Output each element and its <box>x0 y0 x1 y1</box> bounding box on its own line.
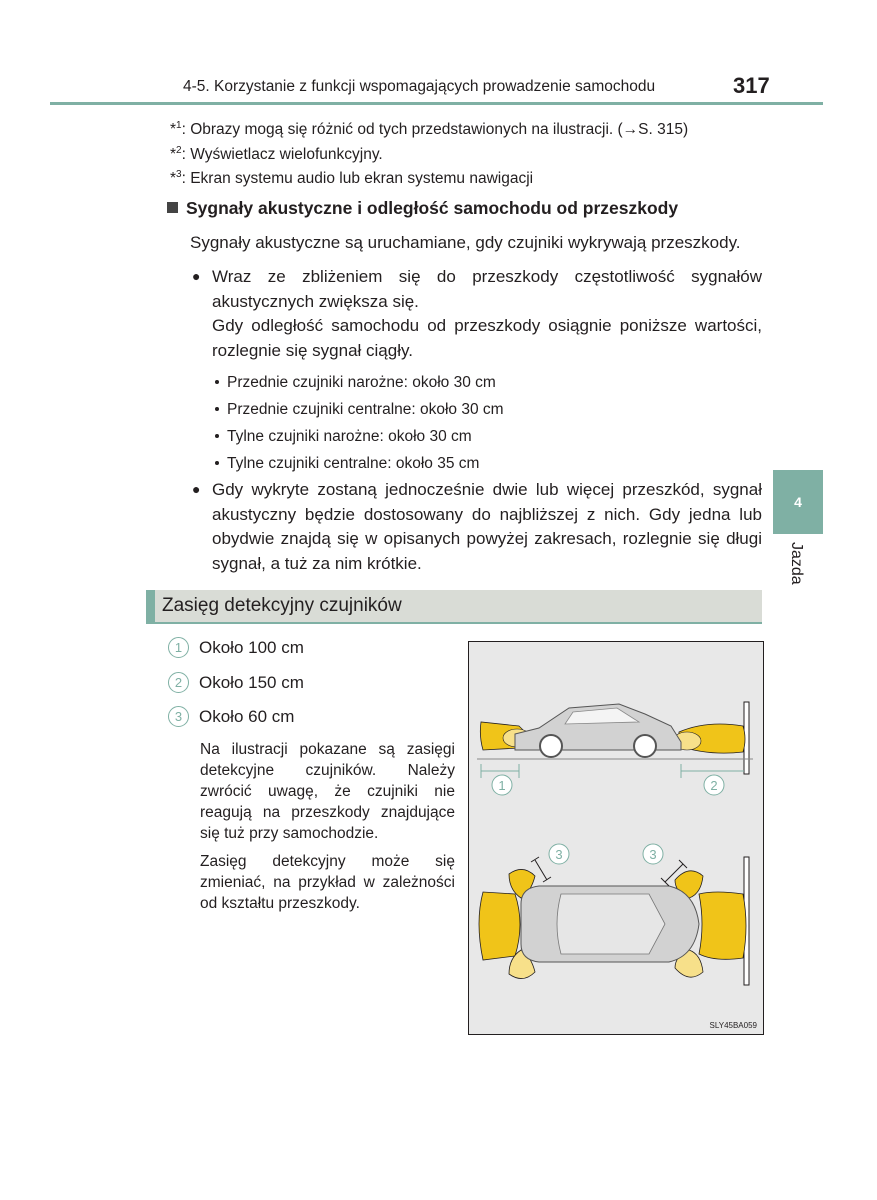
section-heading: Sygnały akustyczne i odległość samochodu od przeszkody <box>167 198 678 219</box>
diagram-label-1: 1 <box>498 778 506 793</box>
footnote-2: *$^2$: Wyświetlacz wielofunkcyjny. <box>170 145 383 163</box>
list-item: Przednie czujniki centralne: około 30 cm <box>215 401 504 419</box>
number-circle-icon: 2 <box>168 672 189 693</box>
sensor-range-illustration <box>469 642 763 1034</box>
dot-icon <box>215 434 219 438</box>
footnote-1: *$^1$: Obrazy mogą się różnić od tych przedstawionych na ilustracji. (→S. 315) <box>170 120 689 138</box>
list-item: Przednie czujniki narożne: około 30 cm <box>215 374 496 392</box>
page-number: 317 <box>733 73 770 98</box>
banner-rule <box>146 622 762 624</box>
chapter-tab-label: Jazda <box>788 542 805 585</box>
square-bullet-icon <box>167 202 178 213</box>
header-title: 4-5. Korzystanie z funkcji wspomagających prowadzenie samochodu <box>183 78 656 95</box>
banner-accent-bar <box>146 590 155 622</box>
wheel-icon <box>634 735 656 757</box>
diagram-label-3b: 3 <box>649 847 657 862</box>
diagram-label-2: 2 <box>710 778 718 793</box>
bullet-icon: ● <box>192 268 201 284</box>
chapter-tab: 4 <box>773 470 823 534</box>
bullet-1-continuation: Gdy odległość samochodu od przeszkody osiągnie poniższe wartości, rozlegnie się sygnał ciągły. <box>212 316 762 360</box>
range-item-1: 1 Około 100 cm <box>168 637 304 658</box>
range-item-2: 2 Około 150 cm <box>168 672 304 693</box>
detection-title: Zasięg detekcyjny czujników <box>162 595 402 616</box>
bullet-2-text: Gdy wykryte zostaną jednocześnie dwie lub więcej przeszkód, sygnał akustyczny będzie dostosowany do najbliższej z nich. Gdy jedna lub obydwie znajdą się w opisanych powyżej zakresach, rozlegnie się długi sygnał, a tuż za nim krótkie. <box>212 480 762 573</box>
list-item: Tylne czujniki centralne: około 35 cm <box>215 455 479 473</box>
list-item: Tylne czujniki narożne: około 30 cm <box>215 428 472 446</box>
range-item-3: 3 Około 60 cm <box>168 706 294 727</box>
section-intro: Sygnały akustyczne są uruchamiane, gdy czujniki wykrywają przeszkody. <box>190 233 741 252</box>
rear-center-zone-top <box>479 892 520 960</box>
illustration-code: SLY45BA059 <box>709 1021 757 1030</box>
wheel-icon <box>540 735 562 757</box>
number-circle-icon: 1 <box>168 637 189 658</box>
bullet-1-text: Wraz ze zbliżeniem się do przeszkody częstotliwość sygnałów akustycznych zwiększa się. <box>212 267 762 311</box>
dot-icon <box>215 407 219 411</box>
car-roof <box>557 894 665 954</box>
footnote-3: *$^3$: Ekran systemu audio lub ekran systemu nawigacji <box>170 169 534 187</box>
number-circle-icon: 3 <box>168 706 189 727</box>
front-center-zone-top <box>699 892 746 959</box>
detection-note-1: Na ilustracji pokazane są zasięgi detekcyjne czujników. Należy zwrócić uwagę, że czujniki nie reagują na przeszkody znajdujące się tuż przy samochodzie. <box>200 741 455 842</box>
bullet-icon: ● <box>192 481 201 497</box>
diagram-label-3: 3 <box>555 847 563 862</box>
detection-note-2: Zasięg detekcyjny może się zmieniać, na przykład w zależności od kształtu przeszkody. <box>200 853 455 912</box>
dot-icon <box>215 461 219 465</box>
header-rule <box>50 102 823 105</box>
sensor-range-diagram <box>468 641 764 1035</box>
dot-icon <box>215 380 219 384</box>
